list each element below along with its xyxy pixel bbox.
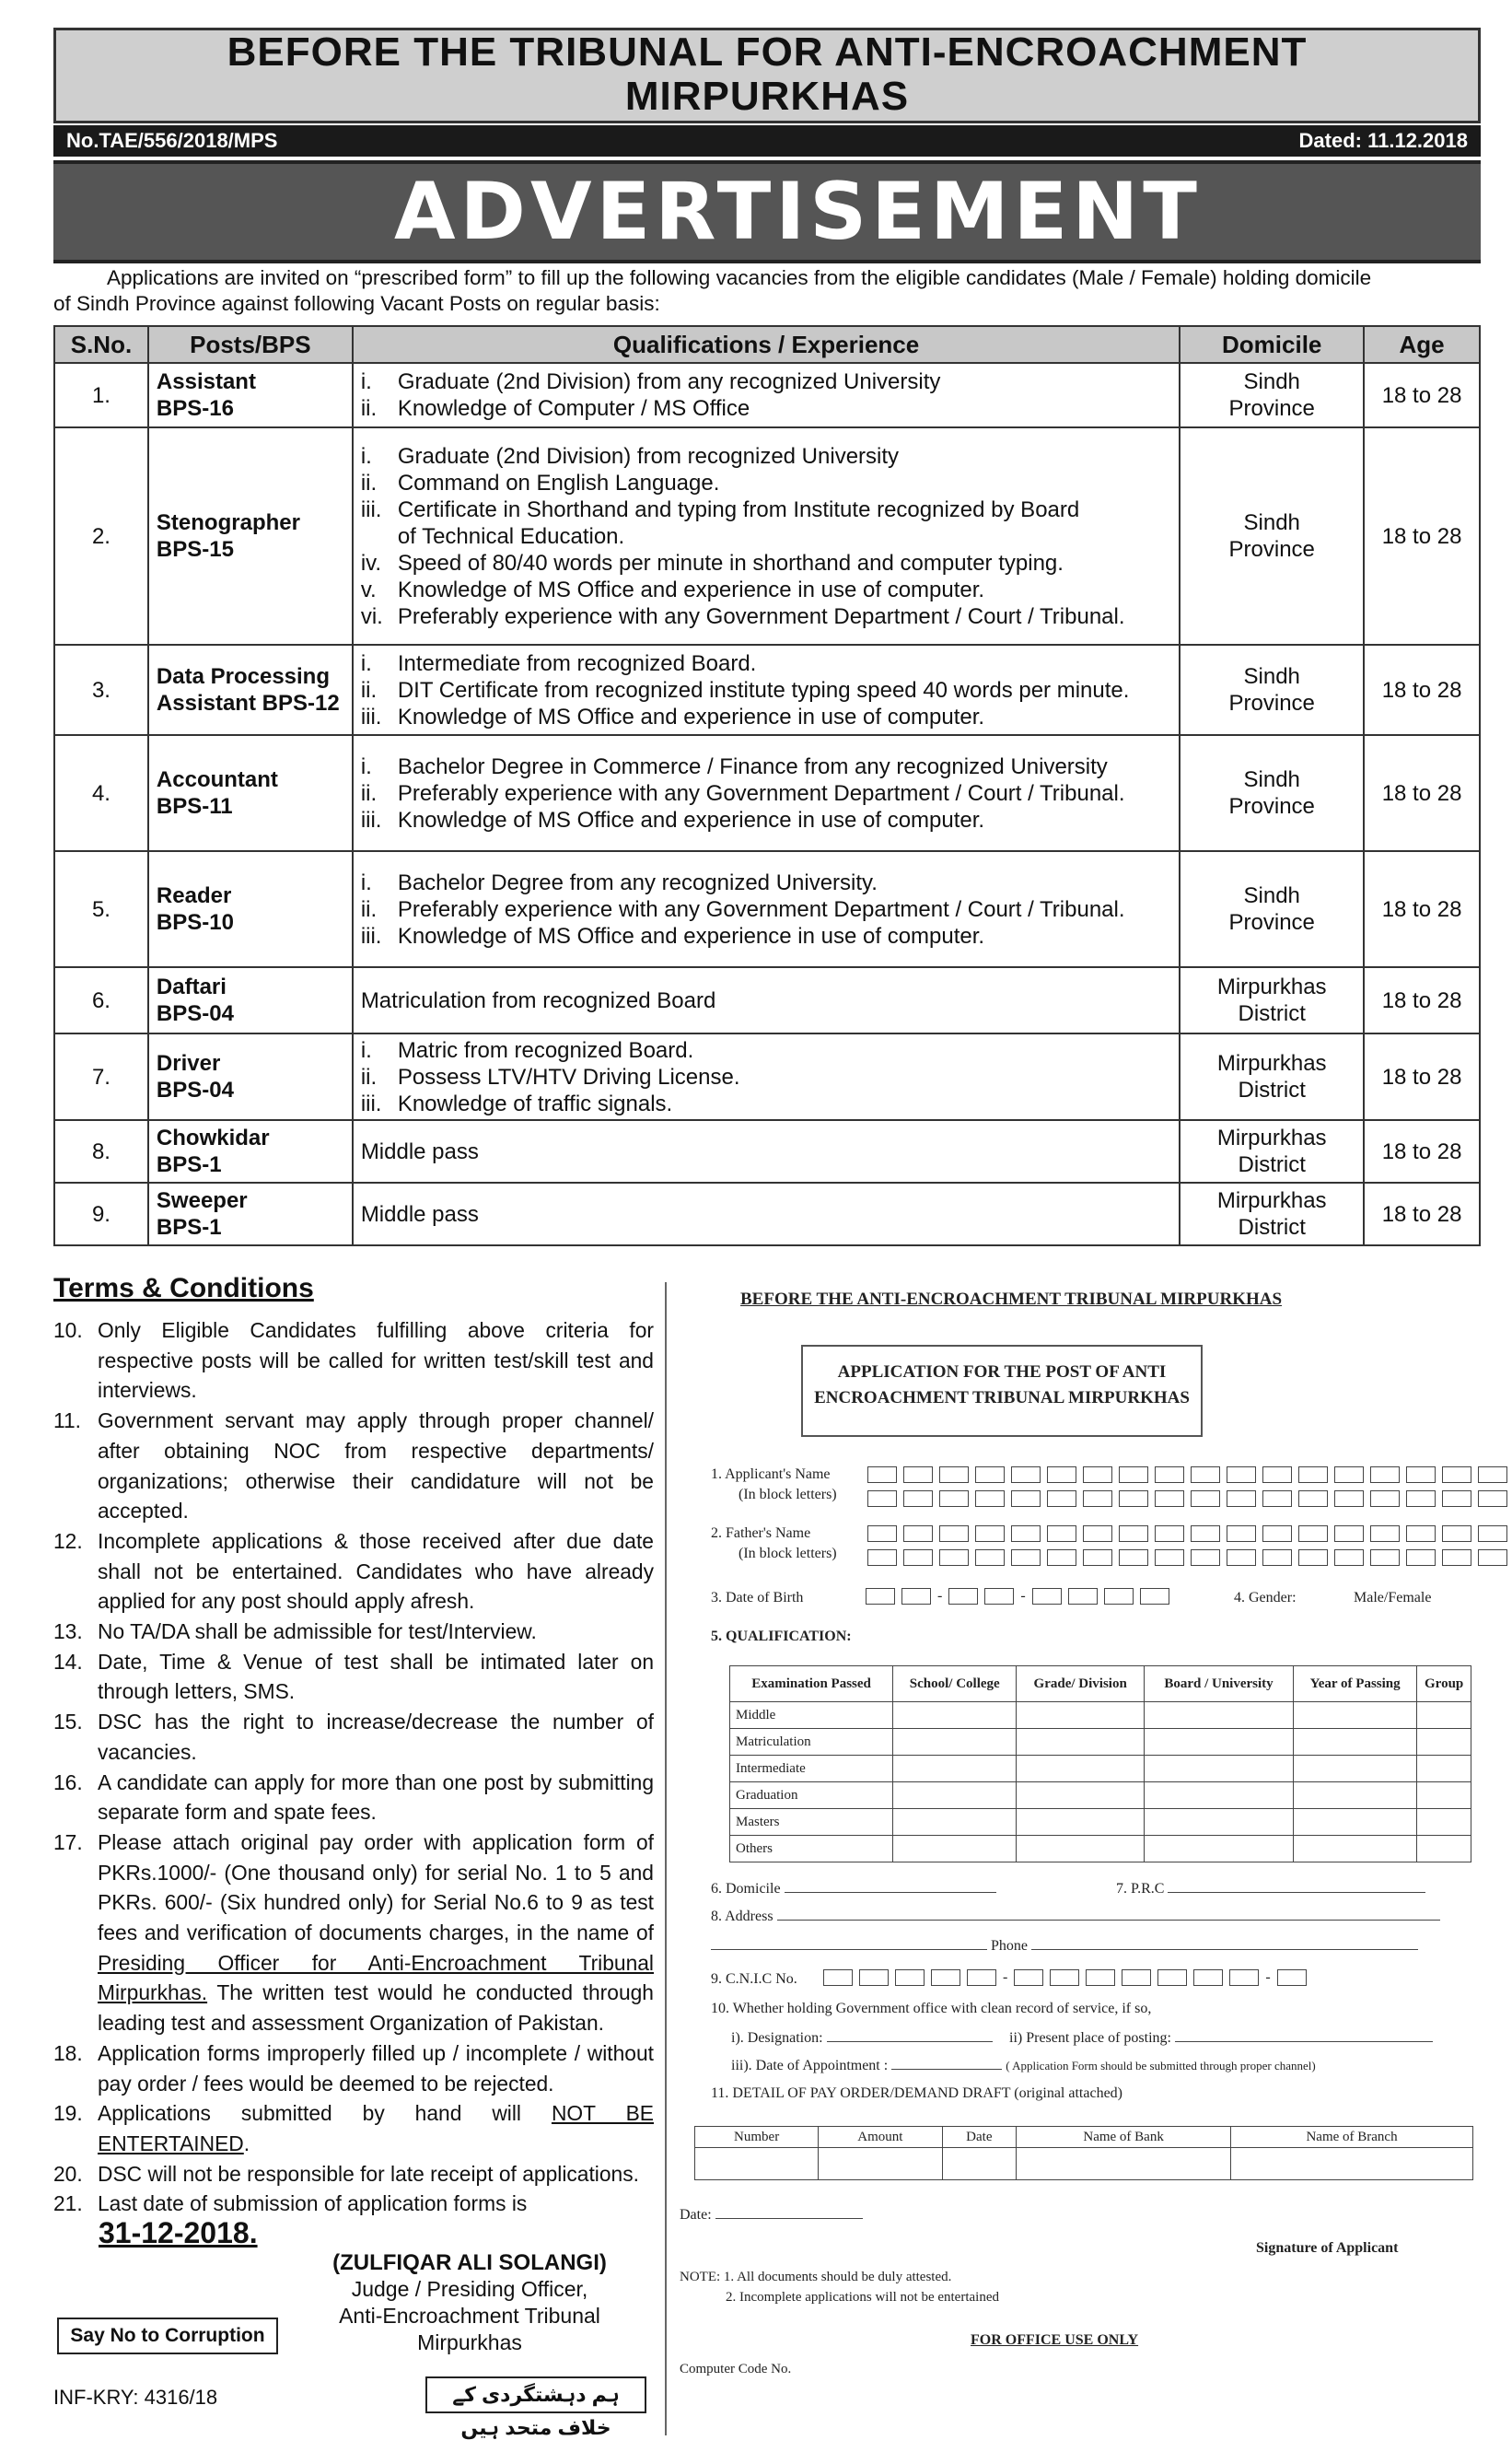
qualification-list xyxy=(361,753,1171,834)
term-item: 12. Incomplete applications & those received after due date shall not be entertained. Candidates who have already applied for any post should apply afresh. xyxy=(53,1528,654,1614)
term-item: 21. Last date of submission of application forms is xyxy=(53,2191,528,2216)
term-item: 20. DSC will not be responsible for late receipt of applications. xyxy=(53,2161,639,2186)
intro-text xyxy=(53,265,1481,317)
cell-age: 18 to 28 xyxy=(1364,735,1480,851)
cnic-boxes[interactable]: - - xyxy=(823,1969,1307,1986)
gender-options[interactable]: Male/Female xyxy=(1354,1590,1432,1605)
cell-qualifications xyxy=(353,427,1180,645)
table-header-row xyxy=(54,326,1480,363)
qualification-item: iii. Knowledge of MS Office and experience in use of computer. xyxy=(360,923,985,949)
cell-age: 18 to 28 xyxy=(1364,427,1480,645)
table-row xyxy=(54,363,1480,427)
cell-domicile: Sindh Province xyxy=(1180,735,1364,851)
qualification-item: v. Knowledge of MS Office and experience in use of computer. xyxy=(360,577,985,602)
term-item: 18. Application forms improperly filled up / incomplete / without pay order / fees would be deemed to be rejected. xyxy=(53,2040,654,2096)
pay-header: Amount xyxy=(819,2127,942,2148)
qual-row[interactable] xyxy=(730,1809,1471,1836)
qualification-item: vi. Preferably experience with any Government Department / Court / Tribunal. xyxy=(360,603,1125,629)
qual-row[interactable] xyxy=(730,1782,1471,1809)
applicant-name-hint: (In block letters) xyxy=(739,1487,837,1502)
cell-qualifications xyxy=(353,1120,1180,1183)
dob-label: 3. Date of Birth xyxy=(711,1590,804,1605)
header-qualifications: Qualifications / Experience xyxy=(353,326,1180,363)
qual-header: Examination Passed xyxy=(730,1666,893,1702)
cell-post: Data Processing Assistant BPS-12 xyxy=(148,645,353,735)
header-sno: S.No. xyxy=(54,326,148,363)
cell-post: Sweeper BPS-1 xyxy=(148,1183,353,1245)
title-line2: MIRPURKHAS xyxy=(624,74,910,119)
posting-label: ii) Present place of posting: xyxy=(1009,2030,1433,2047)
address-label: 8. Address xyxy=(711,1909,1440,1925)
qualification-item: iii. Knowledge of MS Office and experience in use of computer. xyxy=(360,704,985,730)
intro-line1: Applications are invited on “prescribed form” to fill up the following vacancies from the eligible candidates (Male / Female) holding domicile xyxy=(107,266,1372,289)
signatory-name: (ZULFIQAR ALI SOLANGI) xyxy=(332,2250,607,2275)
qualification-item: i. Graduate (2nd Division) from recognized University xyxy=(360,443,900,469)
cell-age: 18 to 28 xyxy=(1364,1120,1480,1183)
qualification-item: Middle pass xyxy=(360,1138,479,1164)
cell-post: Reader BPS-10 xyxy=(148,851,353,967)
qualification-item: i. Graduate (2nd Division) from any recognized University xyxy=(360,369,941,394)
date-field: Date: xyxy=(680,2207,863,2224)
qualification-label: 5. QUALIFICATION: xyxy=(711,1629,852,1644)
father-name-hint: (In block letters) xyxy=(739,1546,837,1561)
qualification-item: i. Matric from recognized Board. xyxy=(360,1037,694,1063)
qualification-item: ii. Preferably experience with any Government Department / Court / Tribunal. xyxy=(360,780,1125,806)
qualification-list xyxy=(361,650,1171,730)
header-domicile: Domicile xyxy=(1180,326,1364,363)
reference-bar xyxy=(53,125,1481,157)
last-date: 31-12-2018. xyxy=(99,2216,258,2249)
cell-qualifications xyxy=(353,363,1180,427)
term-item: 15. DSC has the right to increase/decrease the number of vacancies. xyxy=(53,1710,654,1764)
cell-sno: 6. xyxy=(54,967,148,1033)
designation-label: i). Designation: xyxy=(731,2030,993,2047)
cell-qualifications xyxy=(353,1033,1180,1120)
qualification-item: iii. Certificate in Shorthand and typing from Institute recognized by Board xyxy=(360,496,1080,522)
form-heading: BEFORE THE ANTI-ENCROACHMENT TRIBUNAL MIRPURKHAS xyxy=(740,1290,1283,1309)
office-use-label: FOR OFFICE USE ONLY xyxy=(971,2332,1139,2348)
cell-domicile: Mirpurkhas District xyxy=(1180,967,1364,1033)
qual-exam: Matriculation xyxy=(730,1729,893,1756)
appointment-label: iii). Date of Appointment : ( Application Form should be submitted through proper channel) xyxy=(731,2058,1316,2073)
qual-header: Grade/ Division xyxy=(1017,1666,1145,1702)
table-row xyxy=(54,1183,1480,1245)
pay-header: Name of Branch xyxy=(1231,2127,1473,2148)
cell-qualifications xyxy=(353,645,1180,735)
application-form xyxy=(665,1282,1483,2435)
govt-office-label: 10. Whether holding Government office with clean record of service, if so, xyxy=(711,2001,1152,2016)
table-row xyxy=(54,1033,1480,1120)
cell-domicile: Mirpurkhas District xyxy=(1180,1120,1364,1183)
qualification-item: ii. Preferably experience with any Government Department / Court / Tribunal. xyxy=(360,896,1125,922)
cell-age: 18 to 28 xyxy=(1364,1033,1480,1120)
dob-boxes[interactable]: - - xyxy=(866,1588,1169,1605)
form-title-box: APPLICATION FOR THE POST OF ANTI ENCROACHMENT TRIBUNAL MIRPURKHAS xyxy=(801,1345,1203,1437)
qual-header: School/ College xyxy=(893,1666,1017,1702)
address-line2 xyxy=(711,1938,1418,1955)
qual-header: Year of Passing xyxy=(1293,1666,1416,1702)
signatory-title: Judge / Presiding Officer, xyxy=(351,2277,588,2301)
table-row xyxy=(54,967,1480,1033)
qualification-item: of Technical Education. xyxy=(397,523,625,549)
father-name-label: 2. Father's Name xyxy=(711,1525,811,1541)
pay-header: Date xyxy=(942,2127,1017,2148)
table-row xyxy=(54,645,1480,735)
qual-exam: Intermediate xyxy=(730,1756,893,1782)
cell-post: Assistant BPS-16 xyxy=(148,363,353,427)
cell-domicile: Sindh Province xyxy=(1180,363,1364,427)
qualification-item: Matriculation from recognized Board xyxy=(360,987,716,1013)
qual-row[interactable] xyxy=(730,1729,1471,1756)
cell-age: 18 to 28 xyxy=(1364,363,1480,427)
phone-label: Phone xyxy=(991,1938,1028,1954)
cell-sno: 9. xyxy=(54,1183,148,1245)
cell-post: Stenographer BPS-15 xyxy=(148,427,353,645)
qualification-list xyxy=(361,443,1171,630)
qualification-item: iv. Speed of 80/40 words per minute in shorthand and computer typing. xyxy=(360,550,1064,576)
cell-qualifications xyxy=(353,1183,1180,1245)
qual-exam: Masters xyxy=(730,1809,893,1836)
applicant-name-boxes-row1[interactable] xyxy=(867,1466,1507,1483)
cell-domicile: Sindh Province xyxy=(1180,427,1364,645)
qualification-item: ii. Knowledge of Computer / MS Office xyxy=(360,396,750,421)
applicant-signature: Signature of Applicant xyxy=(1256,2240,1399,2256)
signature-block xyxy=(295,2249,645,2356)
header-posts: Posts/BPS xyxy=(148,326,353,363)
cell-post: Accountant BPS-11 xyxy=(148,735,353,851)
qualification-list xyxy=(361,870,1171,950)
cell-sno: 5. xyxy=(54,851,148,967)
qualification-item: ii. Command on English Language. xyxy=(360,470,720,496)
cell-post: Driver BPS-04 xyxy=(148,1033,353,1120)
term-item: 13. No TA/DA shall be admissible for test/Interview. xyxy=(53,1619,537,1644)
father-name-boxes-row2[interactable] xyxy=(867,1549,1507,1566)
date-label: Dated: 11.12.2018 xyxy=(1298,129,1468,152)
qual-header: Group xyxy=(1417,1666,1471,1702)
qual-row[interactable] xyxy=(730,1836,1471,1862)
qual-row[interactable] xyxy=(730,1756,1471,1782)
term-item: 19. Applications submitted by hand will NOT BE ENTERTAINED. xyxy=(53,2101,654,2155)
term-item: 16. A candidate can apply for more than one post by submitting separate form and spate fees. xyxy=(53,1769,654,1825)
header-age: Age xyxy=(1364,326,1480,363)
note-line1: NOTE: 1. All documents should be duly attested. xyxy=(680,2270,952,2284)
cell-sno: 3. xyxy=(54,645,148,735)
urdu-slogan: ہم دہشتگردی کے خلاف متحد ہیں xyxy=(425,2376,646,2413)
inf-number: INF-KRY: 4316/18 xyxy=(53,2386,218,2409)
title-line1: BEFORE THE TRIBUNAL FOR ANTI-ENCROACHMENT xyxy=(227,29,1308,75)
cell-domicile: Sindh Province xyxy=(1180,645,1364,735)
intro-line2: of Sindh Province against following Vacant Posts on regular basis: xyxy=(53,292,660,315)
qualification-item: iii. Knowledge of MS Office and experience in use of computer. xyxy=(360,807,985,833)
advertisement-banner: ADVERTISEMENT xyxy=(53,160,1481,263)
qual-row[interactable] xyxy=(730,1702,1471,1729)
cell-age: 18 to 28 xyxy=(1364,967,1480,1033)
cnic-label: 9. C.N.I.C No. xyxy=(711,1971,797,1987)
qual-header: Board / University xyxy=(1145,1666,1294,1702)
cell-age: 18 to 28 xyxy=(1364,645,1480,735)
table-row xyxy=(54,851,1480,967)
applicant-name-label: 1. Applicant's Name xyxy=(711,1466,831,1482)
header-banner xyxy=(53,28,1481,123)
term-item: 11. Government servant may apply through proper channel/ after obtaining NOC from respective departments/ organizations; otherwise their candidature will not be accepted. xyxy=(53,1408,654,1524)
cell-domicile: Sindh Province xyxy=(1180,851,1364,967)
cell-sno: 4. xyxy=(54,735,148,851)
qual-exam: Others xyxy=(730,1836,893,1862)
qual-exam: Graduation xyxy=(730,1782,893,1809)
table-row xyxy=(54,427,1480,645)
cell-qualifications xyxy=(353,735,1180,851)
terms-title: Terms & Conditions xyxy=(53,1273,314,1303)
qual-exam: Middle xyxy=(730,1702,893,1729)
qualification-list xyxy=(361,987,1171,1014)
term-item: 10. Only Eligible Candidates fulfilling above criteria for respective posts will be called for written test/skill test and interviews. xyxy=(53,1318,654,1403)
anti-corruption-badge: Say No to Corruption xyxy=(57,2318,278,2354)
cell-sno: 2. xyxy=(54,427,148,645)
qualification-item: i. Bachelor Degree in Commerce / Finance from any recognized University xyxy=(360,753,1108,779)
cell-domicile: Mirpurkhas District xyxy=(1180,1033,1364,1120)
pay-order-table xyxy=(694,2126,1473,2180)
term-item: 17. Please attach original pay order with application form of PKRs.1000/- (One thousand only) for serial No. 1 to 5 and PKRs. 600/- (Six hundred only) for Serial No.6 to 9 as test fees and verification of documents charges, in the name of Presiding Officer for Anti-Encroachment Tribunal Mirpurkhas. The written test would he conducted through leading test and assessment Organization of Pakistan. xyxy=(53,1829,654,2036)
cell-sno: 1. xyxy=(54,363,148,427)
signatory-office: Anti-Encroachment Tribunal xyxy=(339,2304,600,2328)
qualification-item: iii. Knowledge of traffic signals. xyxy=(360,1091,673,1116)
pay-header: Number xyxy=(695,2127,819,2148)
cell-post: Chowkidar BPS-1 xyxy=(148,1120,353,1183)
qualification-item: ii. Possess LTV/HTV Driving License. xyxy=(360,1064,740,1090)
signatory-city: Mirpurkhas xyxy=(417,2330,522,2354)
table-row xyxy=(54,1120,1480,1183)
terms-list xyxy=(53,1315,654,2219)
applicant-name-boxes-row2[interactable] xyxy=(867,1490,1507,1507)
cell-sno: 8. xyxy=(54,1120,148,1183)
qualification-item: i. Bachelor Degree from any recognized University. xyxy=(360,870,878,895)
cell-age: 18 to 28 xyxy=(1364,1183,1480,1245)
pay-order-label: 11. DETAIL OF PAY ORDER/DEMAND DRAFT (original attached) xyxy=(711,2085,1122,2101)
computer-code-label: Computer Code No. xyxy=(680,2362,792,2376)
cell-qualifications xyxy=(353,967,1180,1033)
pay-order-row[interactable] xyxy=(695,2148,1473,2180)
qualification-item: Middle pass xyxy=(360,1201,479,1227)
qualification-list xyxy=(361,1201,1171,1228)
term-item: 14. Date, Time & Venue of test shall be intimated later on through letters, SMS. xyxy=(53,1649,654,1704)
qualification-table xyxy=(729,1665,1471,1862)
cell-age: 18 to 28 xyxy=(1364,851,1480,967)
domicile-label: 6. Domicile xyxy=(711,1881,996,1897)
father-name-boxes-row1[interactable] xyxy=(867,1525,1507,1542)
pay-header: Name of Bank xyxy=(1017,2127,1231,2148)
qualification-item: ii. DIT Certificate from recognized institute typing speed 40 words per minute. xyxy=(360,677,1130,703)
cell-post: Daftari BPS-04 xyxy=(148,967,353,1033)
reference-number: No.TAE/556/2018/MPS xyxy=(66,129,278,152)
qualification-item: i. Intermediate from recognized Board. xyxy=(360,650,757,676)
cell-sno: 7. xyxy=(54,1033,148,1120)
qualification-list xyxy=(361,1037,1171,1117)
qualification-list xyxy=(361,368,1171,422)
prc-label: 7. P.R.C xyxy=(1116,1881,1425,1897)
vacancies-table xyxy=(53,325,1481,1246)
gender-label: 4. Gender: xyxy=(1234,1590,1297,1605)
table-row xyxy=(54,735,1480,851)
cell-qualifications xyxy=(353,851,1180,967)
note-line2: 2. Incomplete applications will not be entertained xyxy=(726,2290,999,2305)
cell-domicile: Mirpurkhas District xyxy=(1180,1183,1364,1245)
qualification-list xyxy=(361,1138,1171,1165)
